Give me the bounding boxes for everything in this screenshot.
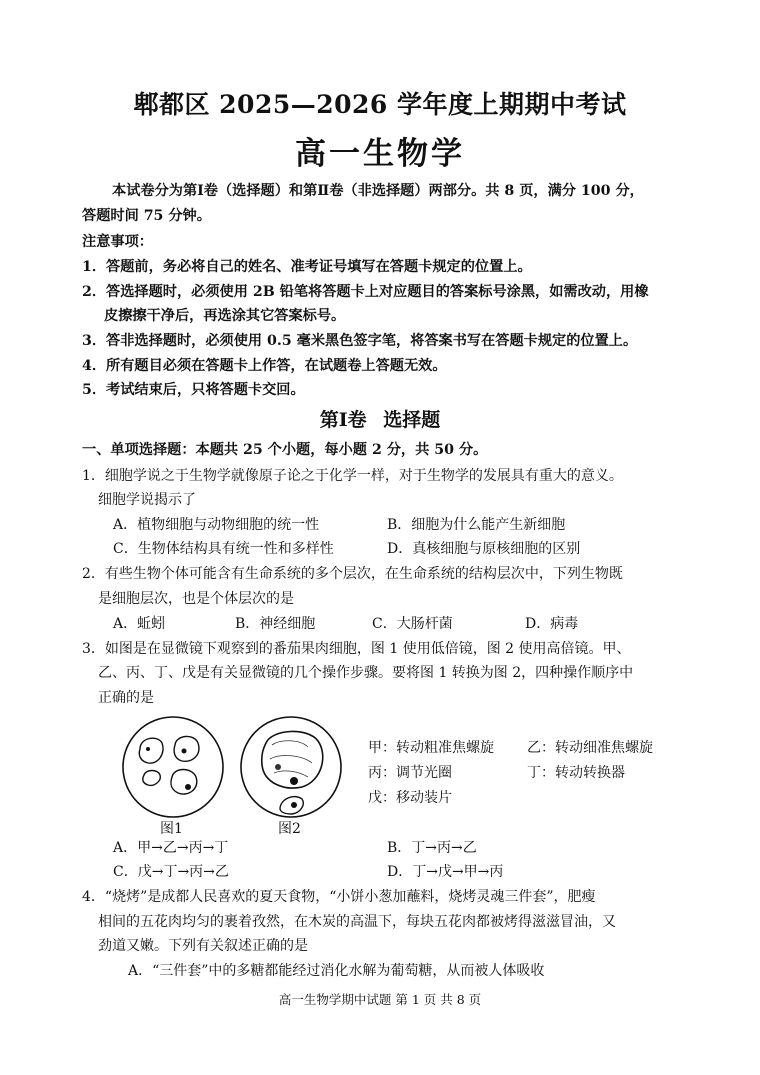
q3-step-jia: 甲：转动粗准焦螺旋: [368, 740, 494, 756]
q2-option-c: C．大肠杆菌: [372, 616, 453, 632]
microscope-figure-1: [118, 715, 230, 820]
note-item-5: 5．考试结束后，只将答题卡交回。: [82, 382, 305, 398]
section-title: 第Ⅰ卷 选择题: [319, 409, 441, 431]
q3-option-c: C．戊→丁→丙→乙: [113, 864, 229, 880]
note-item-4: 4．所有题目必须在答题卡上作答，在试题卷上答题无效。: [82, 358, 447, 374]
intro-line-2: 答题时间 75 分钟。: [82, 208, 211, 224]
q2-option-a: A．蚯蚓: [113, 616, 166, 632]
fig2-label: 图2: [278, 821, 301, 837]
q3-stem-3: 正确的是: [98, 690, 154, 706]
q3-option-b: B．丁→丙→乙: [387, 840, 477, 856]
q3-step-wu: 戊：移动装片: [368, 790, 452, 806]
page-footer: 高一生物学期中试题 第 1 页 共 8 页: [278, 992, 482, 1007]
q3-stem-2: 乙、丙、丁、戊是有关显微镜的几个操作步骤。要将图 1 转换为图 2，四种操作顺序中: [98, 665, 634, 681]
fig1-label: 图1: [160, 821, 183, 837]
q1-option-b: B．细胞为什么能产生新细胞: [387, 517, 566, 533]
q3-step-yi: 乙：转动细准焦螺旋: [527, 740, 653, 756]
note-item-1: 1．答题前，务必将自己的姓名、准考证号填写在答题卡规定的位置上。: [82, 259, 532, 275]
q4-stem-1: 4．“烧烤”是成都人民喜欢的夏天食物，“小饼小葱加蘸料，烧烤灵魂三件套”，肥瘦: [82, 889, 596, 905]
q4-stem-3: 劲道又嫩。下列有关叙述正确的是: [98, 938, 308, 954]
q1-option-d: D．真核细胞与原核细胞的区别: [387, 541, 581, 557]
q1-option-a: A．植物细胞与动物细胞的统一性: [113, 517, 320, 533]
notes-heading: 注意事项：: [82, 234, 153, 250]
q3-option-d: D．丁→戊→甲→丙: [387, 864, 504, 880]
part-heading: 一、单项选择题：本题共 25 个小题，每小题 2 分，共 50 分。: [82, 442, 488, 458]
q3-step-ding: 丁：转动转换器: [527, 765, 625, 781]
q3-step-bing: 丙：调节光圈: [368, 765, 452, 781]
q4-option-a: A．“三件套”中的多糖都能经过消化水解为葡萄糖，从而被人体吸收: [128, 963, 545, 979]
note-item-2-cont: 皮擦擦干净后，再选涂其它答案标号。: [104, 308, 346, 324]
note-item-3: 3．答非选择题时，必须使用 0.5 毫米黑色签字笔，将答案书写在答题卡规定的位置上。: [82, 333, 638, 349]
q4-stem-2: 相间的五花肉均匀的裹着孜然，在木炭的高温下，每块五花肉都被烤得滋滋冒油，又: [98, 914, 616, 930]
q3-option-a: A．甲→乙→丙→丁: [113, 840, 229, 856]
intro-line-1: 本试卷分为第Ⅰ卷（选择题）和第Ⅱ卷（非选择题）两部分。共 8 页，满分 100 分，: [112, 183, 644, 199]
q2-option-d: D．病毒: [525, 616, 579, 632]
subject-title: 高一生物学: [295, 136, 465, 172]
note-item-2: 2．答选择题时，必须使用 2B 铅笔将答题卡上对应题目的答案标号涂黑，如需改动，用橡: [82, 284, 649, 300]
q2-stem-2: 是细胞层次，也是个体层次的是: [98, 591, 294, 607]
q1-stem-1: 1．细胞学说之于生物学就像原子论之于化学一样，对于生物学的发展具有重大的意义。: [82, 468, 623, 484]
q1-option-c: C．生物体结构具有统一性和多样性: [113, 541, 334, 557]
q2-option-b: B．神经细胞: [235, 616, 316, 632]
q3-stem-1: 3．如图是在显微镜下观察到的番茄果肉细胞，图 1 使用低倍镜，图 2 使用高倍镜。甲、: [82, 641, 631, 657]
exam-title: 郫都区 2025—2026 学年度上期期中考试: [133, 90, 627, 119]
q2-stem-1: 2．有些生物个体可能含有生命系统的多个层次，在生命系统的结构层次中，下列生物既: [82, 566, 623, 582]
q1-stem-2: 细胞学说揭示了: [98, 492, 196, 508]
microscope-figure-2: [236, 715, 348, 820]
